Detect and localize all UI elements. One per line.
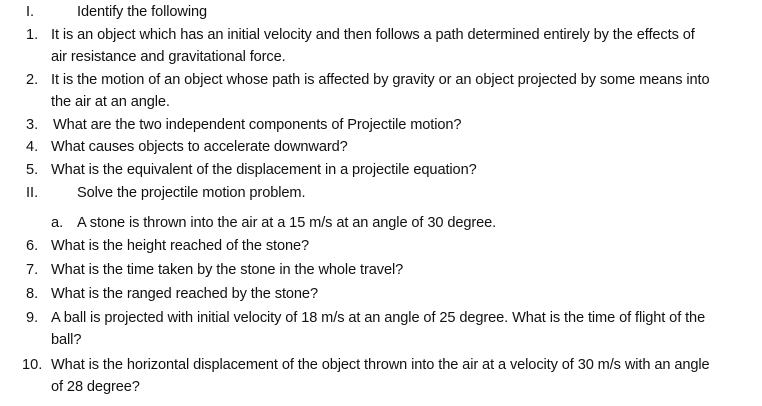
section-2-heading: Solve the projectile motion problem. [77, 185, 306, 201]
item-6-text: What is the height reached of the stone? [51, 238, 310, 254]
item-5-text: What is the equivalent of the displacement in a projectile equation? [51, 162, 477, 178]
item-1-text-line-1: It is an object which has an initial velocity and then follows a path determined entirely by the effects of [51, 27, 695, 43]
item-8-text: What is the ranged reached by the stone? [51, 286, 318, 302]
section-1-heading: Identify the following [77, 4, 208, 20]
item-2-number: 2. [26, 72, 39, 88]
section-1-numeral: I. [26, 4, 35, 20]
section-2-numeral: II. [26, 185, 39, 201]
subitem-a-text: A stone is thrown into the air at a 15 m/s at an angle of 30 degree. [77, 215, 497, 231]
item-1-number: 1. [26, 27, 39, 43]
item-6-number: 6. [26, 238, 39, 254]
item-2-text-line-1: It is the motion of an object whose path is affected by gravity or an object projected by some means into [51, 72, 710, 88]
subitem-a-label: a. [51, 215, 64, 231]
item-9-text-line-2: ball? [51, 332, 82, 348]
item-10-number: 10. [22, 357, 43, 373]
item-1-text-line-2: air resistance and gravitational force. [51, 49, 286, 65]
item-8-number: 8. [26, 286, 39, 302]
item-4-text: What causes objects to accelerate downward? [51, 139, 348, 155]
item-9-text-line-1: A ball is projected with initial velocity of 18 m/s at an angle of 25 degree. What is the time of flight of the [51, 310, 706, 326]
item-3-number: 3. [26, 117, 39, 133]
item-5-number: 5. [26, 162, 39, 178]
item-4-number: 4. [26, 139, 39, 155]
item-10-text-line-2: of 28 degree? [51, 379, 140, 395]
item-9-number: 9. [26, 310, 39, 326]
item-2-text-line-2: the air at an angle. [51, 94, 170, 110]
item-7-text: What is the time taken by the stone in the whole travel? [51, 262, 404, 278]
item-10-text-line-1: What is the horizontal displacement of the object thrown into the air at a velocity of 30 m/s with an angle [51, 357, 710, 373]
item-7-number: 7. [26, 262, 39, 278]
item-3-text: What are the two independent components of Projectile motion? [53, 117, 462, 133]
